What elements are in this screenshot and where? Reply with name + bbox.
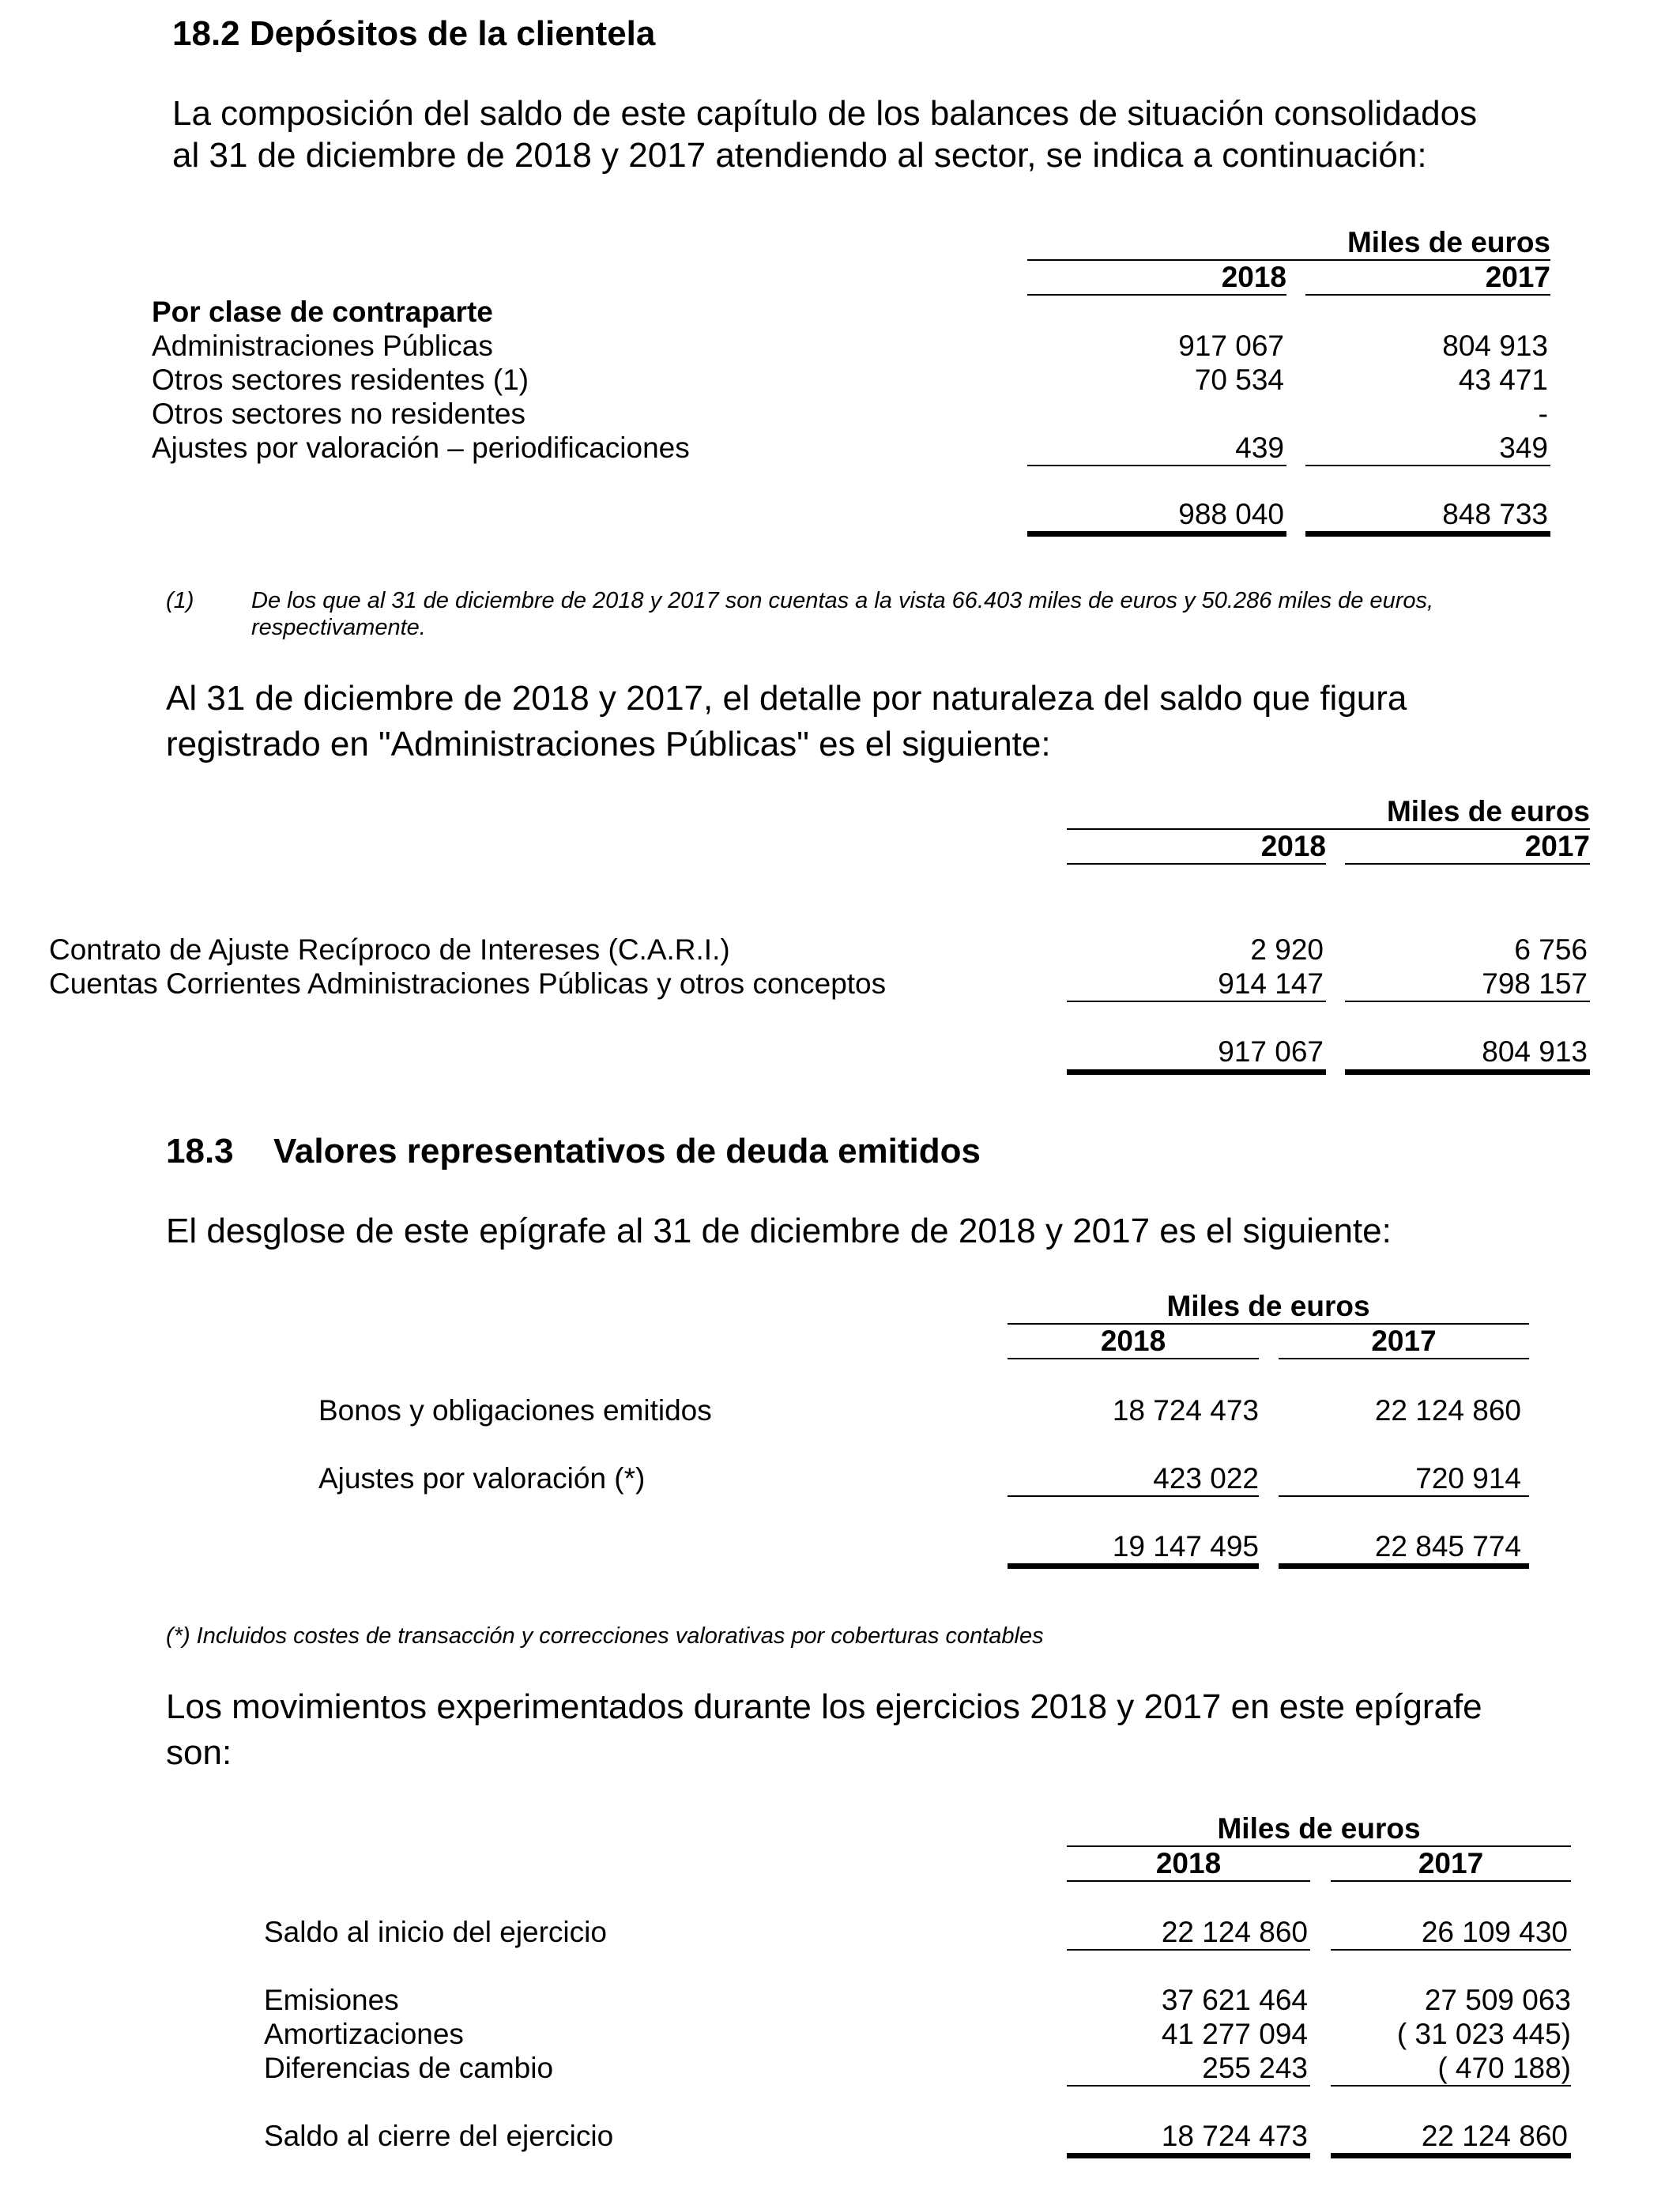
table2-row-2017: 798 157 [1482,967,1588,1000]
table4-total-rule-2018 [1067,2153,1310,2158]
table4-opening-label: Saldo al inicio del ejercicio [264,1916,607,1948]
table1-row-2017: 349 [1499,432,1548,464]
table4-opening-2017: 26 109 430 [1421,1916,1568,1948]
section-heading-18-2: 18.2 Depósitos de la clientela [172,14,656,53]
table1-header-rule-2017 [1305,294,1550,296]
table4-row-label: Amortizaciones [264,2018,464,2050]
movements-paragraph-line-1: Los movimientos experimentados durante los ejercicios 2018 y 2017 en este epígrafe [166,1687,1482,1726]
table1-row-2017: 804 913 [1442,330,1548,362]
table1-col-2017: 2017 [1485,261,1550,293]
table3-row-2017: 22 124 860 [1374,1394,1521,1427]
table4-row-2018: 37 621 464 [1161,1984,1308,2016]
paragraph-2-line-2: registrado en "Administraciones Públicas" es el siguiente: [166,725,1051,763]
table4-row-2017: ( 470 188) [1437,2052,1571,2084]
table2-subtotal-rule-2017 [1345,1001,1590,1002]
table4-subtotal-rule-2018 [1067,2085,1310,2087]
table4-closing-label: Saldo al cierre del ejercicio [264,2120,614,2152]
table4-closing-2017: 22 124 860 [1421,2120,1568,2152]
table2-unit-header: Miles de euros [1386,795,1590,827]
table1-row-label: Otros sectores residentes (1) [152,364,529,396]
table2-row-2018: 914 147 [1218,967,1324,1000]
table4-row-2018: 255 243 [1202,2052,1308,2084]
table2-total-rule-2018 [1067,1069,1326,1075]
table3-row-label: Ajustes por valoración (*) [318,1462,646,1495]
table1-group-label: Por clase de contraparte [152,296,493,328]
intro-18-3: El desglose de este epígrafe al 31 de diciembre de 2018 y 2017 es el siguiente: [166,1212,1392,1250]
table1-row-2017: 43 471 [1458,364,1548,396]
table4-opening-rule-2018 [1067,1949,1310,1951]
table2-row-2017: 6 756 [1514,933,1588,966]
footnote-1-line-2: respectivamente. [251,615,426,640]
intro-line-2: al 31 de diciembre de 2018 y 2017 atendiendo al sector, se indica a continuación: [172,136,1427,175]
footnote-1-mark: (1) [166,588,194,613]
table3-unit-header: Miles de euros [1166,1290,1370,1322]
table3-total-rule-2018 [1008,1563,1259,1569]
table3-col-2018: 2018 [1100,1325,1166,1357]
table2-header-rule-2018 [1067,863,1326,865]
table4-row-label: Emisiones [264,1984,399,2016]
table1-row-label: Otros sectores no residentes [152,398,525,430]
table1-row-label: Administraciones Públicas [152,330,493,362]
table4-opening-2018: 22 124 860 [1161,1916,1308,1948]
paragraph-2-line-1: Al 31 de diciembre de 2018 y 2017, el detalle por naturaleza del saldo que figura [166,679,1407,718]
table4-row-2017: ( 31 023 445) [1396,2018,1571,2050]
table3-total-2018: 19 147 495 [1112,1530,1259,1563]
table1-total-rule-2018 [1027,531,1286,537]
section-number-18-3: 18.3 [166,1132,234,1171]
table2-row-label: Contrato de Ajuste Recíproco de Intereses (C.A.R.I.) [49,933,730,966]
table2-total-2017: 804 913 [1482,1035,1588,1068]
table4-header-rule-2017 [1331,1880,1571,1882]
table1-subtotal-rule-2018 [1027,465,1286,466]
table4-subtotal-rule-2017 [1331,2085,1571,2087]
table4-col-2017: 2017 [1418,1847,1484,1879]
footnote-1-line-1: De los que al 31 de diciembre de 2018 y 2017 son cuentas a la vista 66.403 miles de euros y 50.286 miles de euros, [251,588,1434,613]
table3-header-rule-2017 [1279,1358,1529,1359]
table1-row-2018: 917 067 [1178,330,1284,362]
table1-total-2017: 848 733 [1442,498,1548,530]
table1-row-2017: - [1538,398,1548,430]
table3-subtotal-rule-2017 [1279,1495,1529,1497]
table3-total-rule-2017 [1279,1563,1529,1569]
table3-row-2018: 18 724 473 [1112,1394,1259,1427]
table3-row-2017: 720 914 [1415,1462,1521,1495]
table2-header-rule-2017 [1345,863,1590,865]
table3-col-2017: 2017 [1371,1325,1437,1357]
section-title-18-3: Valores representativos de deuda emitidos [273,1132,981,1171]
movements-paragraph-line-2: son: [166,1733,232,1772]
table4-closing-2018: 18 724 473 [1161,2120,1308,2152]
table2-total-2018: 917 067 [1218,1035,1324,1068]
footnote-asterisk: (*) Incluidos costes de transacción y correcciones valorativas por coberturas contables [166,1623,1044,1649]
table1-total-rule-2017 [1305,531,1550,537]
table2-row-label: Cuentas Corrientes Administraciones Públicas y otros conceptos [49,967,887,1000]
table4-row-label: Diferencias de cambio [264,2052,554,2084]
table2-row-2018: 2 920 [1250,933,1324,966]
table4-col-2018: 2018 [1155,1847,1222,1879]
table1-subtotal-rule-2017 [1305,465,1550,466]
table3-row-label: Bonos y obligaciones emitidos [318,1394,712,1427]
table3-row-2018: 423 022 [1153,1462,1259,1495]
table1-header-rule-2018 [1027,294,1286,296]
table2-subtotal-rule-2018 [1067,1001,1326,1002]
table3-subtotal-rule-2018 [1008,1495,1259,1497]
table3-total-2017: 22 845 774 [1374,1530,1521,1563]
table2-total-rule-2017 [1345,1069,1590,1075]
table4-total-rule-2017 [1331,2153,1571,2158]
table3-header-rule-2018 [1008,1358,1259,1359]
table4-header-rule-2018 [1067,1880,1310,1882]
table2-col-2017: 2017 [1524,830,1590,862]
table1-row-label: Ajustes por valoración – periodificaciones [152,432,690,464]
table4-row-2017: 27 509 063 [1424,1984,1571,2016]
table1-col-2018: 2018 [1221,261,1286,293]
table1-unit-header: Miles de euros [1347,226,1550,258]
table1-row-2018: 439 [1235,432,1284,464]
table4-opening-rule-2017 [1331,1949,1571,1951]
table2-col-2018: 2018 [1260,830,1326,862]
intro-line-1: La composición del saldo de este capítulo de los balances de situación consolidados [172,94,1478,133]
table1-row-2018: 70 534 [1194,364,1284,396]
table1-total-2018: 988 040 [1178,498,1284,530]
table4-row-2018: 41 277 094 [1161,2018,1308,2050]
table4-unit-header: Miles de euros [1217,1812,1421,1845]
